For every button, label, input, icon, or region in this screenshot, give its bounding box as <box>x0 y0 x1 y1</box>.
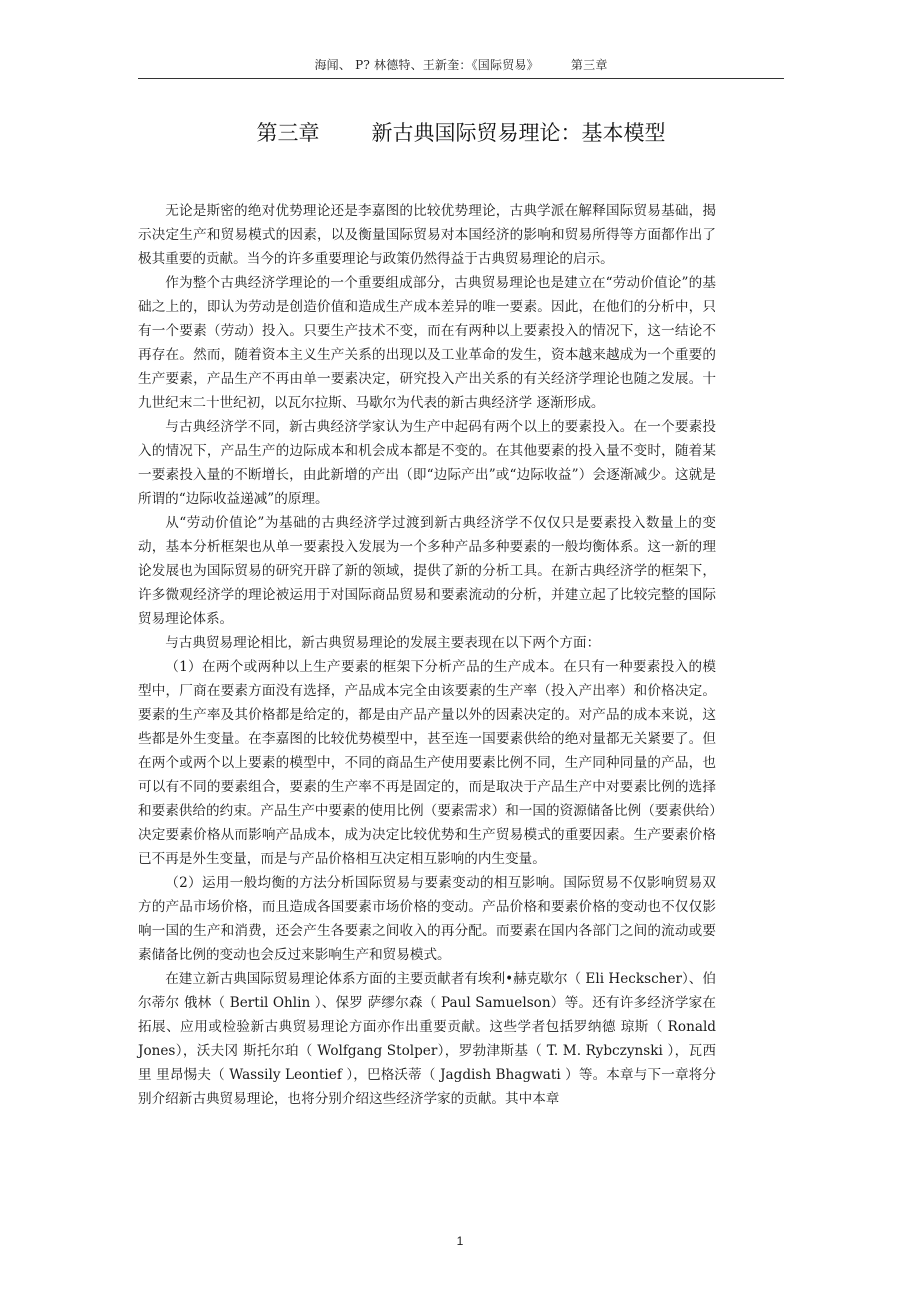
paragraph: 从“劳动价值论”为基础的古典经济学过渡到新古典经济学不仅仅只是要素投入数量上的变动，基本分析框架也从单一要素投入发展为一个多种产品多种要素的一般均衡体系。这一新的理论发展也为国际贸易的研究开辟了新的领域，提供了新的分析工具。在新古典经济学的框架下，许多微观经济学的理论被运用于对国际商品贸易和要素流动的分析，并建立起了比较完整的国际贸易理论体系。 <box>138 515 716 627</box>
paragraph: 无论是斯密的绝对优势理论还是李嘉图的比较优势理论，古典学派在解释国际贸易基础，揭示决定生产和贸易模式的因素，以及衡量国际贸易对本国经济的影响和贸易所得等方面都作出了极其重要的贡献。当今的许多重要理论与政策仍然得益于古典贸易理论的启示。 <box>138 203 716 267</box>
chapter-number: 第三章 <box>256 121 320 145</box>
chapter-title <box>138 117 784 147</box>
paragraph: 与古典贸易理论相比，新古典贸易理论的发展主要表现在以下两个方面： <box>165 635 601 651</box>
body-text <box>138 199 716 1111</box>
page-number: 1 <box>456 1234 464 1248</box>
paragraph: 作为整个古典经济学理论的一个重要组成部分，古典贸易理论也是建立在“劳动价值论”的基础之上的，即认为劳动是创造价值和造成生产成本差异的唯一要素。因此，在他们的分析中，只有一个要素（劳动）投入。只要生产技术不变，而在有两种以上要素投入的情况下，这一结论不再存在。然而，随着资本主义生产关系的出现以及工业革命的发生，资本越来越成为一个重要的生产要素，产品生产不再由单一要素决定，研究投入产出关系的有关经济学理论也随之发展。十九世纪末二十世纪初，以瓦尔拉斯、马歇尔为代表的新古典经济学 逐渐形成。 <box>138 275 716 411</box>
paragraph: （1）在两个或两种以上生产要素的框架下分析产品的生产成本。在只有一种要素投入的模型中，厂商在要素方面没有选择，产品成本完全由该要素的生产率（投入产出率）和价格决定。要素的生产率及其价格都是给定的，都是由产品产量以外的因素决定的。对产品的成本来说，这些都是外生变量。在李嘉图的比较优势模型中，甚至连一国要素供给的绝对量都无关紧要了。但在两个或两个以上要素的模型中，不同的商品生产使用要素比例不同，生产同种同量的产品，也可以有不同的要素组合，要素的生产率不再是固定的，而是取决于产品生产中对要素比例的选择和要素供给的约束。产品生产中要素的使用比例（要素需求）和一国的资源储备比例（要素供给）决定要素价格从而影响产品成本，成为决定比较优势和生产贸易模式的重要因素。生产要素价格已不再是外生变量，而是与产品价格相互决定相互影响的内生变量。 <box>138 659 716 867</box>
header-rule <box>138 78 784 79</box>
running-header: 海闻、 P? 林德特、王新奎：《国际贸易》 第三章 <box>314 58 608 72</box>
paragraph: （2）运用一般均衡的方法分析国际贸易与要素变动的相互影响。国际贸易不仅影响贸易双方的产品市场价格，而且造成各国要素市场价格的变动。产品价格和要素价格的变动也不仅仅影响一国的生产和消费，还会产生各要素之间收入的再分配。而要素在国内各部门之间的流动或要素储备比例的变动也会反过来影响生产和贸易模式。 <box>138 875 716 963</box>
paragraph: 与古典经济学不同，新古典经济学家认为生产中起码有两个以上的要素投入。在一个要素投入的情况下，产品生产的边际成本和机会成本都是不变的。在其他要素的投入量不变时，随着某一要素投入量的不断增长，由此新增的产出（即“边际产出”或“边际收益”）会逐渐减少。这就是所谓的“边际收益递减”的原理。 <box>138 419 716 507</box>
chapter-name: 新古典国际贸易理论：基本模型 <box>371 121 666 145</box>
paragraph: 在建立新古典国际贸易理论体系方面的主要贡献者有埃利•赫克歇尔（ Eli Heckscher）、伯尔蒂尔 俄林（ Bertil Ohlin ）、保罗 萨缪尔森（ Paul Samuelson）等。还有许多经济学家在拓展、应用或检验新古典贸易理论方面亦作出重要贡献。这些学者包括罗纳德 琼斯（ Ronald Jones），沃夫冈 斯托尔珀（ Wolfgang Stolper），罗勃津斯基（ T. M. Rybczynski ），瓦西里 里昂惕夫（ Wassily Leontief ），巴格沃蒂（ Jagdish Bhagwati ）等。本章与下一章将分别介绍新古典贸易理论，也将分别介绍这些经济学家的贡献。其中本章 <box>138 971 716 1107</box>
